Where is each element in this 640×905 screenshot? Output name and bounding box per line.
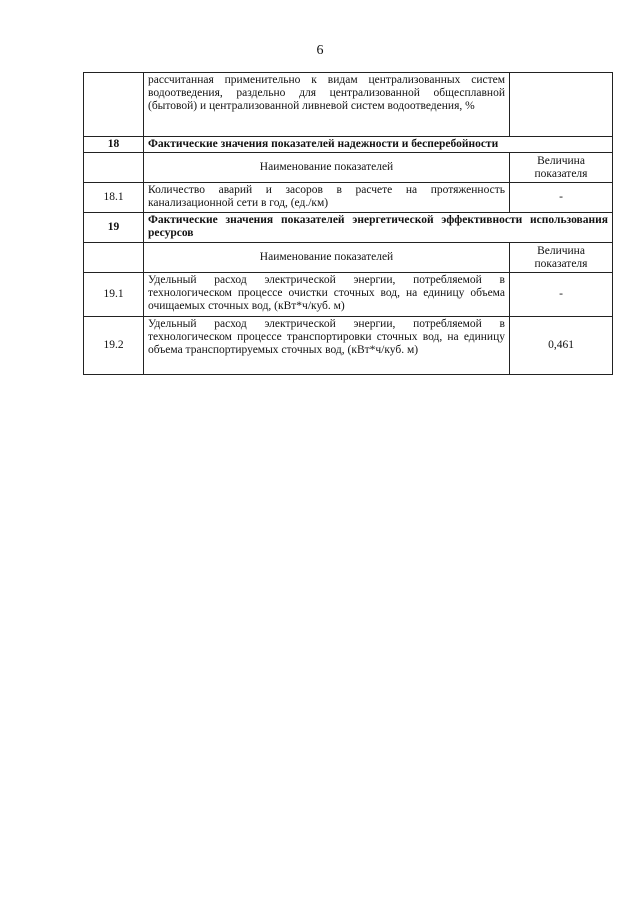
row-number-cell: [84, 73, 144, 137]
row-number: 18.1: [84, 183, 144, 213]
section-header-row: [84, 137, 613, 153]
section-title: Фактические значения показателей энергетической эффективности использования ресурсов: [144, 213, 613, 243]
indicator-value: 0,461: [510, 317, 613, 375]
row-number-cell: [84, 243, 144, 273]
table-row: [84, 317, 613, 375]
section-number: 19: [84, 213, 144, 243]
indicator-value: -: [510, 183, 613, 213]
indicator-value: [510, 73, 613, 137]
column-header-value: Величина показателя: [510, 153, 613, 183]
row-number-cell: [84, 153, 144, 183]
section-number: 18: [84, 137, 144, 153]
section-title: Фактические значения показателей надежности и бесперебойности: [144, 137, 613, 153]
column-header-row: [84, 243, 613, 273]
row-number: 19.2: [84, 317, 144, 375]
page-number: 6: [316, 43, 324, 58]
indicator-description: Удельный расход электрической энергии, потребляемой в технологическом процессе транспортировки сточных вод, на единицу объема транспортируемых сточных вод, (кВт*ч/куб. м): [144, 317, 510, 375]
row-number: 19.1: [84, 273, 144, 317]
indicator-description: Удельный расход электрической энергии, потребляемой в технологическом процессе очистки сточных вод, на единицу объема очищаемых сточных вод, (кВт*ч/куб. м): [144, 273, 510, 317]
indicator-description: Количество аварий и засоров в расчете на протяженность канализационной сети в год, (ед./км): [144, 183, 510, 213]
section-header-row: [84, 213, 613, 243]
table-row: [84, 183, 613, 213]
column-header-value: Величина показателя: [510, 243, 613, 273]
table-row: [84, 73, 613, 137]
column-header-row: [84, 153, 613, 183]
column-header-name: Наименование показателей: [144, 243, 510, 273]
indicators-table: [83, 72, 613, 375]
indicator-value: -: [510, 273, 613, 317]
indicator-description: рассчитанная применительно к видам централизованных систем водоотведения, раздельно для централизованной общесплавной (бытовой) и централизованной ливневой систем водоотведения, %: [144, 73, 510, 137]
table-row: [84, 273, 613, 317]
column-header-name: Наименование показателей: [144, 153, 510, 183]
